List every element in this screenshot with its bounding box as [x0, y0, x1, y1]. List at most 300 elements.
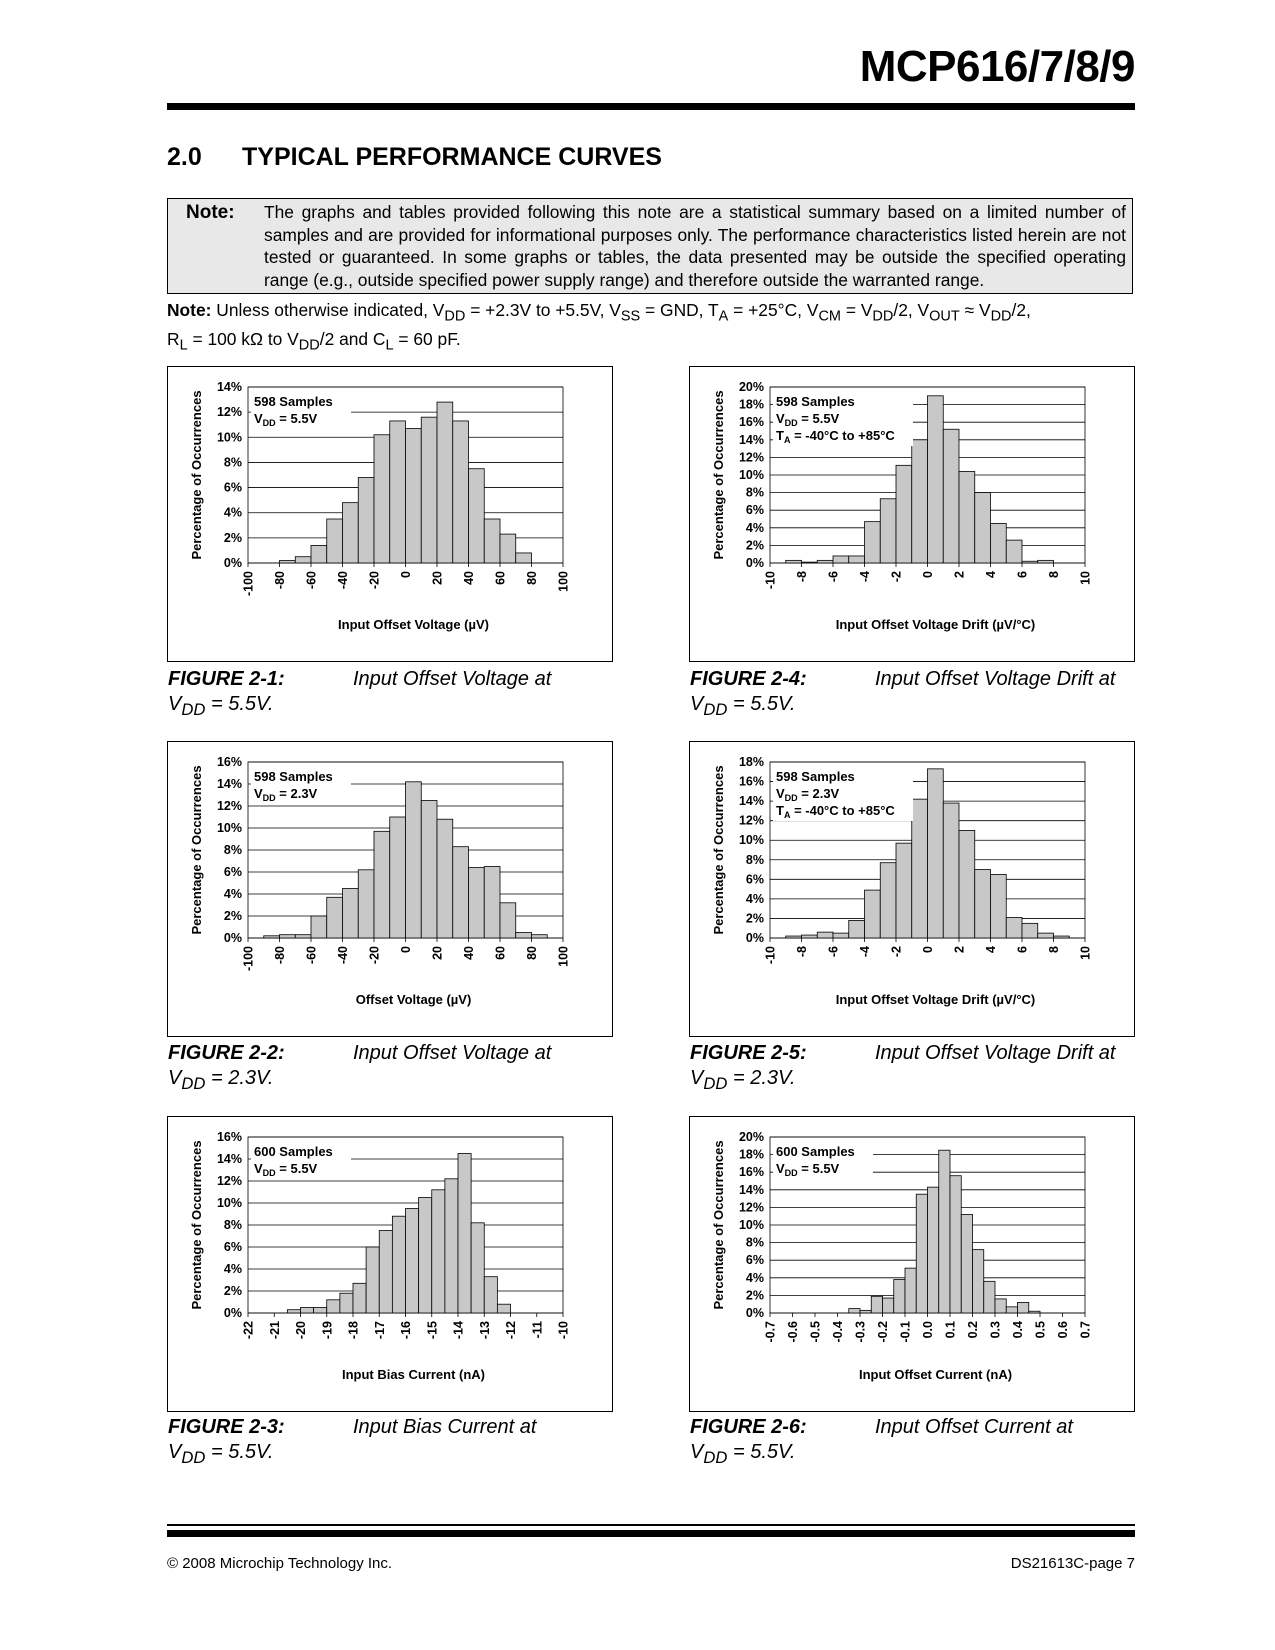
- y-tick-label: 14%: [738, 432, 764, 447]
- x-tick-label: 0.2: [966, 1321, 980, 1339]
- y-tick-label: 16%: [216, 755, 242, 769]
- histogram-figure-2-5: [690, 742, 1134, 1036]
- histogram-bar: [374, 435, 390, 563]
- chart-box-2-4: [689, 366, 1135, 662]
- figure-caption: [690, 666, 1136, 719]
- histogram-bar: [1054, 936, 1070, 938]
- y-axis-label: Percentage of Occurrences: [711, 765, 726, 935]
- y-tick-label: 2%: [745, 1288, 764, 1303]
- figure-caption-title: Input Offset Voltage Drift at: [875, 668, 1116, 690]
- y-tick-label: 12%: [216, 405, 242, 420]
- x-tick-label: 10: [1078, 571, 1093, 585]
- x-tick-label: 8: [1047, 946, 1061, 953]
- histogram-bar: [928, 396, 944, 563]
- figure-caption-sub: $V_{DD} = 5.5V$.: [168, 1441, 274, 1467]
- test-conditions-label: Note:: [167, 300, 212, 320]
- x-tick-label: -20: [367, 571, 382, 590]
- y-tick-label: 16%: [738, 774, 764, 789]
- histogram-bar: [912, 440, 928, 563]
- histogram-bar: [817, 932, 833, 938]
- x-axis-label: Offset Voltage (µV): [355, 992, 472, 1007]
- footer-rule-thin: [167, 1524, 1135, 1526]
- histogram-bar: [500, 903, 516, 938]
- histogram-bar: [500, 534, 516, 563]
- y-tick-label: 0%: [745, 556, 764, 570]
- x-axis-label: Input Offset Voltage (µV): [338, 617, 489, 632]
- histogram-bar: [471, 1223, 484, 1313]
- figure-caption-title: Input Bias Current at: [353, 1416, 537, 1438]
- y-tick-label: 4%: [745, 1270, 764, 1285]
- legend-text: $T_A = -40^\circ C$ to +85°C: [776, 428, 895, 445]
- y-tick-label: 8%: [745, 485, 764, 500]
- y-tick-label: 10%: [738, 1218, 764, 1232]
- x-tick-label: 60: [493, 946, 508, 960]
- y-tick-label: 16%: [738, 1165, 764, 1180]
- y-tick-label: 10%: [216, 430, 242, 445]
- legend-text: $V_{DD} = 5.5V$: [776, 1161, 840, 1178]
- y-axis-label: Percentage of Occurrences: [189, 390, 204, 560]
- histogram-bar: [928, 769, 944, 938]
- x-tick-label: -11: [530, 1321, 545, 1339]
- histogram-bar: [802, 562, 818, 563]
- y-tick-label: 2%: [223, 1284, 242, 1298]
- x-tick-label: -19: [320, 1321, 335, 1340]
- x-tick-label: -22: [241, 1321, 256, 1340]
- y-tick-label: 0%: [745, 1306, 764, 1320]
- y-tick-label: 8%: [223, 843, 242, 857]
- y-tick-label: 8%: [223, 455, 242, 470]
- x-tick-label: -0.4: [831, 1321, 845, 1343]
- histogram-bar: [419, 1198, 432, 1314]
- histogram-bar: [912, 799, 928, 938]
- x-tick-label: -100: [241, 571, 256, 597]
- histogram-bar: [516, 553, 532, 563]
- histogram-bar: [1029, 1311, 1040, 1313]
- histogram-bar: [1018, 1302, 1029, 1313]
- y-axis-label: Percentage of Occurrences: [189, 1140, 204, 1310]
- x-tick-label: -4: [858, 571, 872, 583]
- histogram-bar: [390, 817, 406, 938]
- x-tick-label: -18: [346, 1321, 361, 1340]
- histogram-bar: [973, 1250, 984, 1313]
- chart-box-2-3: [167, 1116, 613, 1412]
- x-tick-label: 40: [462, 571, 476, 585]
- histogram-bar: [880, 863, 896, 938]
- histogram-bar: [883, 1298, 894, 1313]
- x-axis-label: Input Offset Voltage Drift (µV/°C): [835, 992, 1036, 1007]
- figure-caption-sub: $V_{DD} = 2.3V$.: [168, 1067, 274, 1093]
- y-tick-label: 18%: [738, 755, 764, 769]
- x-tick-label: -10: [763, 571, 778, 590]
- histogram-bar: [1038, 933, 1054, 938]
- y-tick-label: 0%: [223, 556, 242, 570]
- y-tick-label: 16%: [216, 1130, 242, 1144]
- histogram-bar: [928, 1187, 939, 1313]
- y-tick-label: 4%: [223, 1262, 242, 1276]
- x-axis-label: Input Bias Current (nA): [342, 1367, 485, 1382]
- legend-text: 598 Samples: [776, 769, 855, 784]
- y-tick-label: 8%: [223, 1218, 242, 1232]
- y-tick-label: 20%: [738, 380, 764, 394]
- histogram-bar: [311, 916, 327, 938]
- x-tick-label: 4: [984, 571, 998, 578]
- y-tick-label: 12%: [738, 813, 764, 828]
- legend-text: $V_{DD} = 5.5V$: [254, 1161, 318, 1178]
- histogram-bar: [786, 936, 802, 938]
- y-tick-label: 6%: [223, 865, 242, 879]
- legend-text: 598 Samples: [254, 394, 333, 409]
- y-tick-label: 6%: [745, 1253, 764, 1268]
- histogram-bar: [532, 935, 548, 938]
- x-tick-label: -12: [504, 1321, 518, 1340]
- histogram-bar: [849, 920, 865, 938]
- figure-caption: [690, 1414, 1136, 1467]
- disclaimer-note-label: Note:: [186, 202, 235, 223]
- x-tick-label: -8: [795, 946, 809, 958]
- histogram-bar: [311, 545, 327, 563]
- x-tick-label: -60: [304, 946, 319, 965]
- section-number: 2.0: [167, 143, 202, 171]
- histogram-bar: [975, 493, 991, 563]
- disclaimer-note-text: The graphs and tables provided following this note are a statistical summary based on a limited number of samples and are provided for informational purposes only. The performance characteristics listed herein are not tested or guaranteed. In some graphs or tables, the data presented may be outside the specified operating range (e.g., outside specified power supply range) and therefore outside the warranted range.: [264, 202, 1126, 290]
- histogram-bar: [469, 868, 485, 938]
- y-tick-label: 6%: [745, 503, 764, 518]
- histogram-bar: [802, 935, 818, 938]
- x-tick-label: 0.7: [1078, 1321, 1093, 1339]
- histogram-bar: [437, 402, 453, 563]
- figure-caption-sub: $V_{DD} = 5.5V$.: [690, 693, 796, 719]
- histogram-bar: [358, 478, 374, 563]
- x-tick-label: -80: [273, 946, 287, 965]
- y-tick-label: 14%: [216, 380, 242, 394]
- disclaimer-note-box: [167, 198, 1133, 294]
- x-tick-label: -0.1: [898, 1321, 913, 1343]
- x-tick-label: -6: [826, 946, 841, 958]
- x-tick-label: -0.5: [808, 1321, 823, 1343]
- figure-caption-title: Input Offset Voltage at: [353, 668, 552, 690]
- y-tick-label: 16%: [738, 415, 764, 430]
- x-tick-label: 2: [952, 571, 967, 578]
- y-tick-label: 2%: [745, 538, 764, 553]
- y-tick-label: 4%: [223, 505, 242, 520]
- x-tick-label: 60: [493, 571, 508, 585]
- figure-caption: [168, 666, 614, 719]
- x-tick-label: 0.1: [943, 1321, 958, 1339]
- chart-box-2-6: [689, 1116, 1135, 1412]
- histogram-bar: [379, 1231, 392, 1314]
- histogram-figure-2-1: [168, 367, 612, 661]
- x-tick-label: -15: [425, 1321, 440, 1340]
- y-tick-label: 12%: [216, 1174, 242, 1188]
- histogram-figure-2-4: [690, 367, 1134, 661]
- histogram-bar: [1038, 560, 1054, 563]
- x-tick-label: 8: [1047, 571, 1061, 578]
- figure-caption-label: FIGURE 2-5:: [690, 1042, 807, 1064]
- y-tick-label: 10%: [216, 821, 242, 835]
- histogram-bar: [484, 1277, 497, 1313]
- legend-text: $V_{DD} = 5.5V$: [776, 411, 840, 428]
- histogram-bar: [295, 557, 311, 563]
- histogram-bar: [343, 503, 359, 563]
- histogram-bar: [1006, 540, 1022, 563]
- histogram-bar: [421, 417, 437, 563]
- figure-caption: [690, 1040, 1136, 1093]
- footer-rule-thick: [167, 1530, 1135, 1537]
- legend-text: 598 Samples: [254, 769, 333, 784]
- histogram-bar: [995, 1299, 1006, 1313]
- y-tick-label: 12%: [738, 450, 764, 465]
- x-tick-label: 20: [430, 571, 445, 585]
- footer-copyright: © 2008 Microchip Technology Inc.: [167, 1555, 393, 1572]
- histogram-bar: [392, 1216, 405, 1313]
- y-tick-label: 14%: [216, 777, 242, 791]
- y-tick-label: 2%: [223, 530, 242, 545]
- histogram-bar: [865, 890, 881, 938]
- x-tick-label: 6: [1015, 571, 1030, 578]
- figure-caption-label: FIGURE 2-4:: [690, 668, 807, 690]
- x-tick-label: -0.2: [876, 1321, 890, 1343]
- x-tick-label: -0.6: [786, 1321, 800, 1343]
- y-tick-label: 14%: [738, 1182, 764, 1197]
- x-tick-label: 10: [1078, 946, 1093, 960]
- test-conditions-text: Unless otherwise indicated, $V_{DD} = +2.3V$ to +5.5V, $V_{SS}$ = GND, $T_A = +25^\circ C$, $V_{CM} = V_{DD}/2$, $V_{OUT} \approx V_{DD}/2$, $R_L = 100$ kΩ to $V_{DD}/2$ and $C_L = 60$ pF.: [167, 300, 1031, 354]
- x-tick-label: -17: [372, 1321, 387, 1340]
- x-axis-label: Input Offset Voltage Drift (µV/°C): [835, 617, 1036, 632]
- y-tick-label: 0%: [745, 931, 764, 945]
- legend-text: $V_{DD} = 2.3V$: [776, 786, 840, 803]
- histogram-bar: [516, 933, 532, 939]
- y-axis-label: Percentage of Occurrences: [189, 765, 204, 935]
- figure-caption-label: FIGURE 2-2:: [168, 1042, 285, 1064]
- x-tick-label: 80: [525, 571, 539, 585]
- histogram-bar: [484, 867, 500, 939]
- footer-page-number: DS21613C-page 7: [1010, 1555, 1135, 1572]
- y-tick-label: 10%: [738, 468, 764, 482]
- x-tick-label: -40: [336, 946, 350, 965]
- histogram-bar: [469, 469, 485, 563]
- figure-caption-title: Input Offset Voltage at: [353, 1042, 552, 1064]
- x-tick-label: -10: [556, 1321, 571, 1340]
- x-tick-label: -13: [477, 1321, 492, 1340]
- figure-caption: [168, 1414, 614, 1467]
- x-tick-label: -0.3: [853, 1321, 868, 1343]
- y-tick-label: 18%: [738, 1147, 764, 1162]
- histogram-bar: [849, 1309, 860, 1313]
- x-tick-label: -20: [294, 1321, 308, 1340]
- x-tick-label: -21: [267, 1321, 282, 1340]
- histogram-bar: [353, 1283, 366, 1313]
- legend-text: $V_{DD} = 2.3V$: [254, 786, 318, 803]
- y-tick-label: 6%: [745, 872, 764, 887]
- histogram-bar: [1022, 923, 1038, 938]
- histogram-bar: [287, 1310, 300, 1313]
- histogram-bar: [943, 429, 959, 563]
- histogram-bar: [943, 803, 959, 938]
- x-tick-label: 2: [952, 946, 967, 953]
- histogram-bar: [445, 1179, 458, 1313]
- figure-caption-title: Input Offset Current at: [875, 1416, 1073, 1438]
- histogram-bar: [1022, 561, 1038, 563]
- histogram-bar: [484, 519, 500, 563]
- histogram-bar: [421, 801, 437, 939]
- x-tick-label: 0.4: [1011, 1321, 1025, 1339]
- histogram-bar: [406, 782, 422, 938]
- chart-box-2-2: [167, 741, 613, 1037]
- x-tick-label: -8: [795, 571, 809, 583]
- histogram-bar: [406, 428, 422, 563]
- histogram-bar: [327, 519, 343, 563]
- x-tick-label: 0.0: [921, 1321, 935, 1339]
- histogram-bar: [406, 1209, 419, 1314]
- x-tick-label: -6: [826, 571, 841, 583]
- histogram-bar: [865, 522, 881, 563]
- histogram-bar: [880, 499, 896, 563]
- legend-text: 600 Samples: [776, 1144, 855, 1159]
- histogram-bar: [849, 556, 865, 563]
- x-tick-label: -60: [304, 571, 319, 590]
- histogram-bar: [295, 935, 311, 938]
- x-tick-label: 0.6: [1056, 1321, 1070, 1339]
- histogram-bar: [327, 1300, 340, 1313]
- x-tick-label: 0: [399, 571, 413, 578]
- histogram-bar: [437, 819, 453, 938]
- y-tick-label: 0%: [223, 931, 242, 945]
- figure-caption-title: Input Offset Voltage Drift at: [875, 1042, 1116, 1064]
- x-tick-label: 0: [921, 571, 935, 578]
- histogram-bar: [1006, 917, 1022, 938]
- histogram-bar: [264, 936, 280, 938]
- histogram-bar: [453, 421, 469, 563]
- histogram-bar: [817, 560, 833, 563]
- x-tick-label: 0.5: [1033, 1321, 1048, 1339]
- figure-caption-sub: $V_{DD} = 2.3V$.: [690, 1067, 796, 1093]
- histogram-bar: [860, 1310, 871, 1313]
- histogram-bar: [896, 843, 912, 938]
- figure-caption: [168, 1040, 614, 1093]
- figure-caption-sub: $V_{DD} = 5.5V$.: [168, 693, 274, 719]
- histogram-bar: [894, 1280, 905, 1313]
- y-tick-label: 6%: [223, 1240, 242, 1254]
- y-tick-label: 14%: [216, 1152, 242, 1166]
- y-tick-label: 14%: [738, 794, 764, 809]
- figure-caption-label: FIGURE 2-1:: [168, 668, 285, 690]
- x-tick-label: -16: [399, 1321, 413, 1340]
- legend-text: $T_A = -40^\circ C$ to +85°C: [776, 803, 895, 820]
- histogram-bar: [991, 874, 1007, 938]
- histogram-bar: [458, 1154, 471, 1314]
- legend-text: 600 Samples: [254, 1144, 333, 1159]
- y-tick-label: 12%: [738, 1200, 764, 1215]
- histogram-bar: [905, 1268, 916, 1313]
- x-tick-label: 80: [525, 946, 539, 960]
- section-title: TYPICAL PERFORMANCE CURVES: [242, 143, 662, 171]
- x-axis-label: Input Offset Current (nA): [858, 1367, 1013, 1382]
- x-tick-label: -0.7: [763, 1321, 778, 1343]
- x-tick-label: 0: [921, 946, 935, 953]
- y-tick-label: 8%: [745, 1235, 764, 1250]
- y-tick-label: 2%: [223, 909, 242, 923]
- x-tick-label: -4: [858, 946, 872, 958]
- histogram-bar: [374, 831, 390, 938]
- histogram-bar: [833, 556, 849, 563]
- histogram-figure-2-3: [168, 1117, 612, 1411]
- x-tick-label: 20: [430, 946, 445, 960]
- x-tick-label: 40: [462, 946, 476, 960]
- histogram-bar: [343, 889, 359, 939]
- doc-title: MCP616/7/8/9: [859, 42, 1135, 91]
- x-tick-label: -40: [336, 571, 350, 590]
- histogram-bar: [975, 870, 991, 938]
- histogram-bar: [1006, 1307, 1017, 1313]
- y-tick-label: 10%: [738, 833, 764, 848]
- y-tick-label: 20%: [738, 1130, 764, 1144]
- histogram-bar: [786, 560, 802, 563]
- chart-box-2-5: [689, 741, 1135, 1037]
- histogram-bar: [959, 471, 975, 563]
- histogram-bar: [340, 1293, 353, 1313]
- x-tick-label: 0: [399, 946, 413, 953]
- x-tick-label: -10: [763, 946, 778, 965]
- histogram-bar: [497, 1304, 510, 1313]
- histogram-figure-2-6: [690, 1117, 1134, 1411]
- x-tick-label: 4: [984, 946, 998, 953]
- histogram-bar: [896, 465, 912, 563]
- x-tick-label: -100: [241, 946, 256, 972]
- histogram-bar: [314, 1308, 327, 1314]
- figure-caption-sub: $V_{DD} = 5.5V$.: [690, 1441, 796, 1467]
- x-tick-label: -14: [451, 1321, 466, 1340]
- figure-caption-label: FIGURE 2-3:: [168, 1416, 285, 1438]
- x-tick-label: -2: [889, 946, 904, 958]
- y-tick-label: 4%: [745, 520, 764, 535]
- y-tick-label: 2%: [745, 911, 764, 926]
- x-tick-label: -20: [367, 946, 382, 965]
- histogram-bar: [984, 1281, 995, 1313]
- y-tick-label: 4%: [223, 887, 242, 901]
- y-axis-label: Percentage of Occurrences: [711, 390, 726, 560]
- histogram-bar: [950, 1176, 961, 1313]
- y-tick-label: 8%: [745, 852, 764, 867]
- x-tick-label: 100: [556, 571, 571, 592]
- x-tick-label: 0.3: [988, 1321, 1003, 1339]
- histogram-bar: [939, 1150, 950, 1313]
- y-axis-label: Percentage of Occurrences: [711, 1140, 726, 1310]
- legend-text: $V_{DD} = 5.5V$: [254, 411, 318, 428]
- header-rule: [167, 103, 1135, 110]
- histogram-bar: [916, 1194, 927, 1313]
- histogram-bar: [280, 935, 296, 938]
- histogram-bar: [390, 421, 406, 563]
- y-tick-label: 12%: [216, 799, 242, 813]
- y-tick-label: 6%: [223, 480, 242, 495]
- legend-text: 598 Samples: [776, 394, 855, 409]
- histogram-bar: [871, 1296, 882, 1313]
- histogram-bar: [961, 1214, 972, 1313]
- histogram-bar: [833, 933, 849, 938]
- figure-caption-label: FIGURE 2-6:: [690, 1416, 807, 1438]
- x-tick-label: 6: [1015, 946, 1030, 953]
- chart-box-2-1: [167, 366, 613, 662]
- histogram-bar: [366, 1247, 379, 1313]
- y-tick-label: 10%: [216, 1196, 242, 1210]
- y-tick-label: 0%: [223, 1306, 242, 1320]
- histogram-bar: [327, 897, 343, 938]
- histogram-bar: [301, 1308, 314, 1314]
- histogram-bar: [959, 830, 975, 938]
- x-tick-label: -80: [273, 571, 287, 590]
- histogram-figure-2-2: [168, 742, 612, 1036]
- x-tick-label: 100: [556, 946, 571, 967]
